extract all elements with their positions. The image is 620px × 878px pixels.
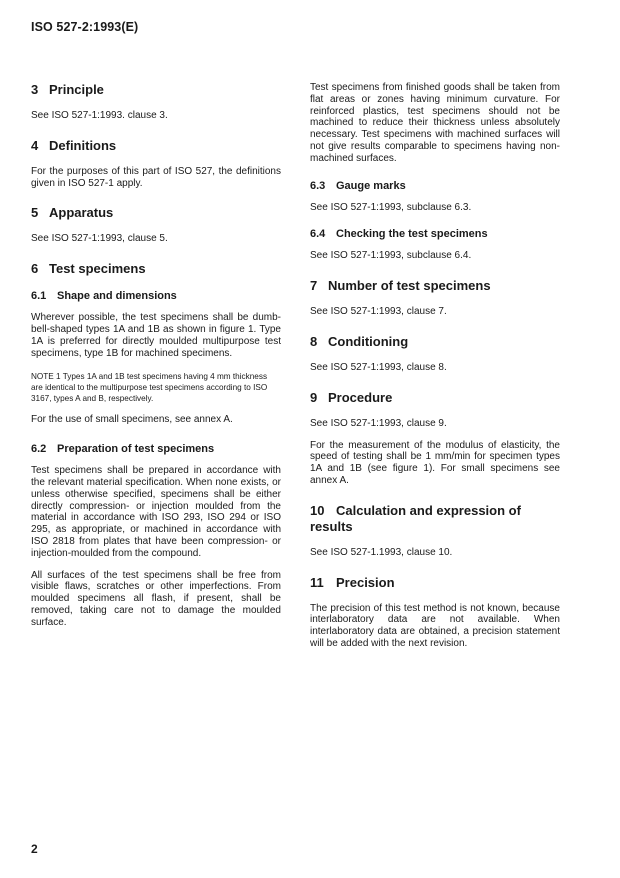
section-6-4-heading: 6.4 Checking the test specimens	[310, 228, 488, 241]
section-6-4-text: See ISO 527-1:1993, subclause 6.4.	[310, 250, 472, 262]
section-6-3-text: See ISO 527-1:1993, subclause 6.3.	[310, 201, 472, 213]
section-8-heading: 8 Conditioning	[310, 333, 409, 349]
left-column	[31, 82, 281, 629]
note-1: NOTE 1 Types 1A and 1B test specimens having 4 mm thickness are identical to the multipurpose test specimens according to ISO 3167, types A and B, respectively.	[31, 372, 268, 404]
section-8-text: See ISO 527-1:1993, clause 8.	[310, 361, 447, 373]
section-6-2-text2: All surfaces of the test specimens shall be free from visible flaws, scratches or other imperfections. From moulded specimens all flash, if present, shall be removed, taking care not to damage the moulded surface.	[31, 569, 281, 628]
section-10-text: See ISO 527-1.1993, clause 10.	[310, 546, 453, 558]
specimens-continuation-text: Test specimens from finished goods shall be taken from flat areas or zones having minimum curvature. For reinforced plastics, test specimens should not be machined to reduce their thickness unless absolutely necessary. Test specimens with machined surfaces will not give results comparable to specimens having non-machined surfaces.	[310, 82, 560, 164]
section-9-text: See ISO 527-1:1993, clause 9.	[310, 417, 447, 429]
document-header: ISO 527-2:1993(E)	[31, 20, 139, 34]
section-4-text: For the purposes of this part of ISO 527, the definitions given in ISO 527-1 apply.	[31, 165, 281, 189]
section-9-text2: For the measurement of the modulus of elasticity, the speed of testing shall be 1 mm/min for specimen types 1A and 1B (see figure 1). For small specimens see annex A.	[310, 439, 560, 486]
section-6-1-heading: 6.1 Shape and dimensions	[31, 290, 177, 303]
section-6-2-heading: 6.2 Preparation of test specimens	[31, 443, 215, 456]
section-3-text: See ISO 527-1:1993. clause 3.	[31, 110, 168, 121]
section-5-heading: 5 Apparatus	[31, 205, 114, 221]
section-11-text: The precision of this test method is not known, because interlaboratory data are not available. When interlaboratory data are obtained, a precision statement will be added with the next revision.	[310, 602, 560, 649]
section-6-1-text: Wherever possible, the test specimens shall be dumb-bell-shaped types 1A and 1B as shown in figure 1. Type 1A is preferred for directly moulded multipurpose test specimens, type 1B for machined specimens.	[31, 312, 281, 359]
section-6-3-heading: 6.3 Gauge marks	[310, 179, 406, 192]
right-column	[310, 82, 560, 650]
section-9-heading: 9 Procedure	[310, 389, 393, 405]
section-7-heading: 7 Number of test specimens	[310, 278, 491, 294]
section-11-heading: 11 Precision	[310, 574, 395, 590]
section-6-2-text: Test specimens shall be prepared in accordance with the relevant material specification. When none exists, or unless otherwise specified, specimens shall be either directly compression- or injection moulded from the material in accordance with ISO 293, ISO 294 or ISO 295, as appropriate, or machined in accordance with ISO 2818 from plates that have been compression- or injection-moulded from the compound.	[31, 465, 281, 559]
section-7-text: See ISO 527-1:1993, clause 7.	[310, 306, 447, 318]
section-4-heading: 4 Definitions	[31, 137, 117, 153]
section-3-heading: 3 Principle	[31, 82, 104, 97]
section-6-1-text2: For the use of small specimens, see annex A.	[31, 414, 233, 426]
section-6-heading: 6 Test specimens	[31, 261, 146, 277]
section-10-heading: 10 Calculation and expression of results	[310, 502, 521, 534]
page-number: 2	[31, 842, 38, 856]
section-5-text: See ISO 527-1:1993, clause 5.	[31, 233, 168, 245]
